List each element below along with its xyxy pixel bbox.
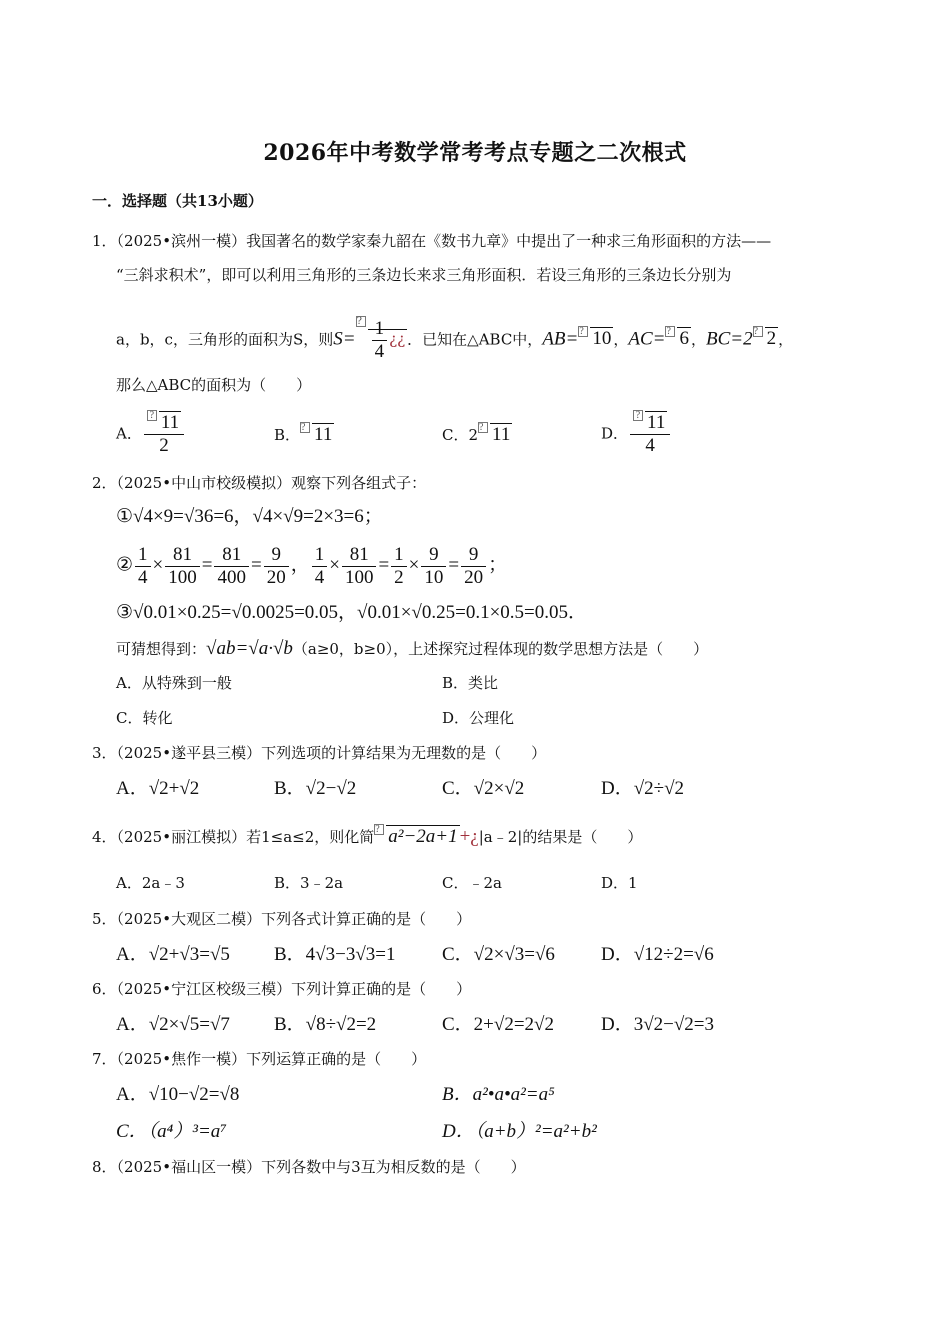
option-1a[interactable]: A． ? 11 2: [116, 412, 186, 457]
section-heading: 一．选择题（共13小题）: [92, 192, 263, 210]
option-4c[interactable]: C．﹣2a: [442, 874, 502, 892]
option-5b[interactable]: B．4√3−3√3=1: [274, 944, 396, 965]
option-6b[interactable]: B．√8÷√2=2: [274, 1014, 377, 1035]
option-5d[interactable]: D．√12÷2=√6: [601, 944, 714, 965]
question-2-row-2: ② $\frac{1}{4}$ × $\frac{81}{100}$ = $\frac{81}{400}$ = $\frac{9}{20}$ ， $\frac{1}{4}$ × $\frac{81}{100}$ = $\frac{1}{2}$ × $\frac{9}{10}$ = $\frac{9}{20}$ ；: [116, 544, 508, 588]
option-4d[interactable]: D．1: [601, 874, 638, 892]
question-1-line-3: a，b，c，三角形的面积为S，则S= ? $\frac{1}{4}$ ¿¿ ．已知在△ABC中，AB= ? 10 ，AC= ? 6 ，BC=2 ? 2 ，: [116, 316, 794, 362]
option-2c[interactable]: C．转化: [116, 709, 173, 727]
option-2d[interactable]: D．公理化: [442, 709, 515, 727]
question-4-prompt: 4．（2025•丽江模拟）若1≤a≤2，则化简 ? a²−2a+1 +¿|a﹣2|的结果是（ ）: [92, 824, 643, 847]
question-1-line-1: 1．（2025•滨州一模）我国著名的数学家秦九韶在《数书九章》中提出了一种求三角形面积的方法——: [92, 232, 772, 250]
option-7b[interactable]: B．a²•a•a²=a⁵: [442, 1084, 555, 1105]
option-5c[interactable]: C．√2×√3=√6: [442, 944, 555, 965]
option-2b[interactable]: B．类比: [442, 674, 499, 692]
question-3-prompt: 3．（2025•遂平县三模）下列选项的计算结果为无理数的是（ ）: [92, 744, 547, 762]
option-3a[interactable]: A．√2+√2: [116, 778, 200, 799]
question-2-conclusion: 可猜想得到：√ab=√a·√b（a≥0，b≥0），上述探究过程体现的数学思想方法是（ ）: [116, 638, 709, 659]
question-5-prompt: 5．（2025•大观区二模）下列各式计算正确的是（ ）: [92, 910, 472, 928]
option-4a[interactable]: A．2a﹣3: [116, 874, 185, 892]
option-2a[interactable]: A．从特殊到一般: [116, 674, 232, 692]
option-4b[interactable]: B．3﹣2a: [274, 874, 344, 892]
page-title: 2026年中考数学常考考点专题之二次根式: [263, 140, 687, 166]
option-6c[interactable]: C．2+√2=2√2: [442, 1014, 554, 1035]
question-2-row-3: ③√0.01×0.25=√0.0025=0.05，√0.01×√0.25=0.1×0.5=0.05．: [116, 602, 588, 623]
option-5a[interactable]: A．√2+√3=√5: [116, 944, 230, 965]
option-7a[interactable]: A．√10−√2=√8: [116, 1084, 240, 1105]
question-6-prompt: 6．（2025•宁江区校级三模）下列计算正确的是（ ）: [92, 980, 472, 998]
option-7d[interactable]: D．（a+b）²=a²+b²: [442, 1121, 597, 1142]
option-1c[interactable]: C．2 ? 11: [442, 422, 511, 445]
option-1d[interactable]: D． ? 11 4: [601, 412, 672, 457]
question-2-row-1: ①√4×9=√36=6，√4×√9=2×3=6；: [116, 506, 383, 527]
option-6a[interactable]: A．√2×√5=√7: [116, 1014, 230, 1035]
question-1-line-4: 那么△ABC的面积为（ ）: [116, 376, 312, 394]
question-8-prompt: 8．（2025•福山区一模）下列各数中与3互为相反数的是（ ）: [92, 1158, 526, 1176]
option-7c[interactable]: C．（a⁴）³=a⁷: [116, 1121, 227, 1142]
question-7-prompt: 7．（2025•焦作一模）下列运算正确的是（ ）: [92, 1050, 427, 1068]
heron-formula-root: ? $\frac{1}{4}$ ¿¿: [356, 316, 406, 362]
option-3c[interactable]: C．√2×√2: [442, 778, 525, 799]
option-1b[interactable]: B． ? 11: [274, 422, 333, 445]
option-3b[interactable]: B．√2−√2: [274, 778, 357, 799]
heron-fraction: $\frac{1}{4}$: [372, 318, 388, 363]
option-3d[interactable]: D．√2÷√2: [601, 778, 685, 799]
question-1-line-2: “三斜求积术”，即可以利用三角形的三条边长来求三角形面积．若设三角形的三条边长分别为: [116, 266, 732, 284]
question-2-prompt: 2．（2025•中山市校级模拟）观察下列各组式子：: [92, 474, 427, 492]
option-6d[interactable]: D．3√2−√2=3: [601, 1014, 715, 1035]
